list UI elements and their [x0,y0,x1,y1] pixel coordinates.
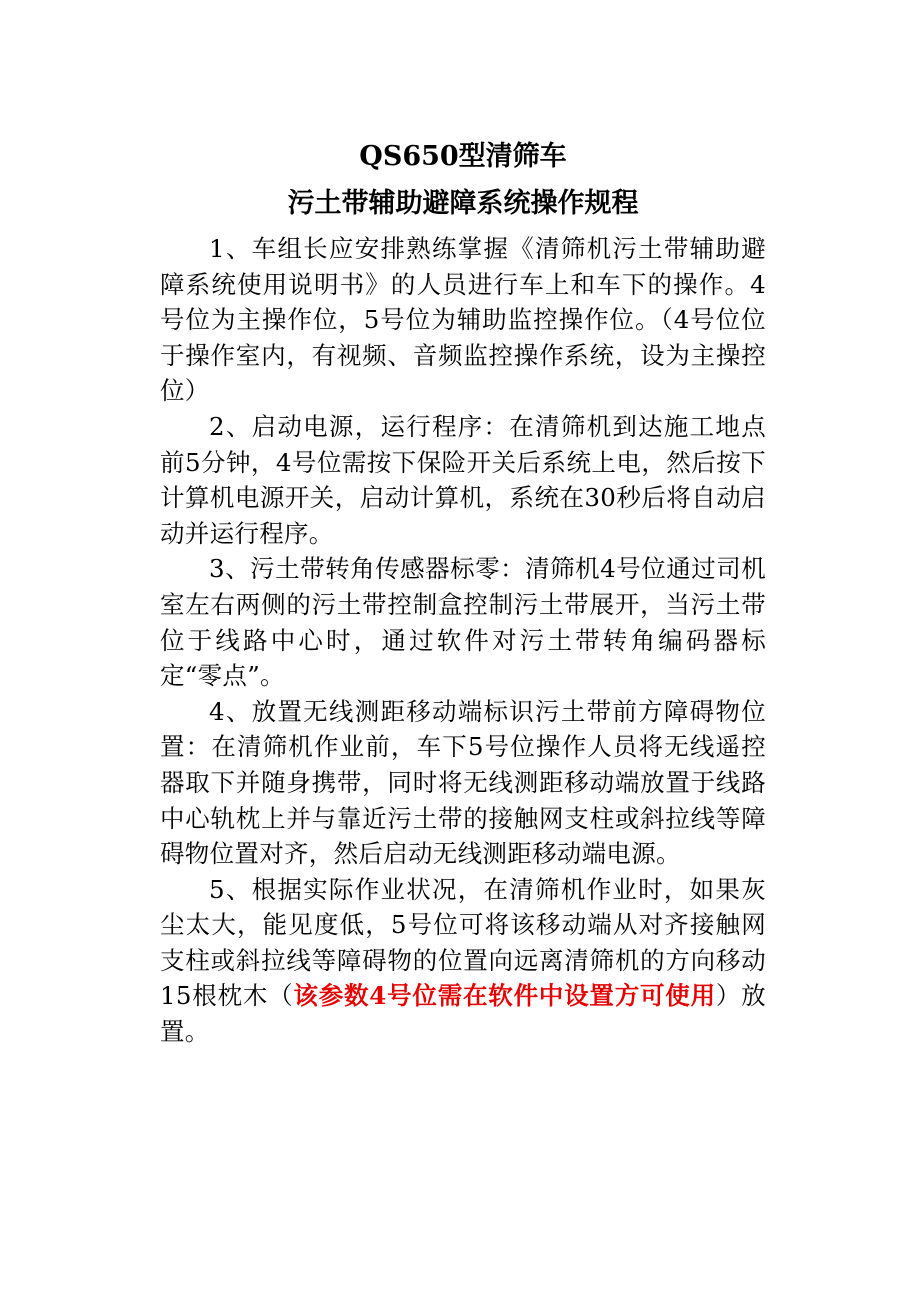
paragraph-2: 2、启动电源，运行程序：在清筛机到达施工地点前5分钟，4号位需按下保险开关后系统上电，然后按下计算机电源开关，启动计算机，系统在30秒后将自动启动并运行程序。 [160,411,766,548]
paragraph-5-text-before: 5、根据实际作业状况，在清筛机作业时，如果灰尘太大，能见度低，5号位可将该移动端从对齐接触网支柱或斜拉线等障碍物的位置向远离清筛机的方向移动15根枕木（ [160,874,766,1011]
paragraph-3: 3、污土带转角传感器标零：清筛机4号位通过司机室左右两侧的污土带控制盒控制污土带展开，当污土带位于线路中心时，通过软件对污土带转角编码器标定“零点”。 [160,554,766,691]
document-title: QS650型清筛车 [359,141,567,172]
paragraph-5-text-after: ）放置。 [160,981,766,1047]
paragraph-1: 1、车组长应安排熟练掌握《清筛机污土带辅助避障系统使用说明书》的人员进行车上和车下的操作。4号位为主操作位，5号位为辅助监控操作位。（4号位位于操作室内，有视频、音频监控操作系统，设为主操控位） [160,234,766,406]
document-page [160,135,766,1050]
paragraph-4: 4、放置无线测距移动端标识污土带前方障碍物位置：在清筛机作业前，车下5号位操作人员将无线遥控器取下并随身携带，同时将无线测距移动端放置于线路中心轨枕上并与靠近污土带的接触网支柱或斜拉线等障碍物位置对齐，然后启动无线测距移动端电源。 [160,696,766,869]
paragraph-5 [160,872,766,1050]
paragraph-5-highlight: 该参数4号位需在软件中设置方可使用 [293,981,716,1011]
document-subtitle: 污土带辅助避障系统操作规程 [287,188,639,219]
